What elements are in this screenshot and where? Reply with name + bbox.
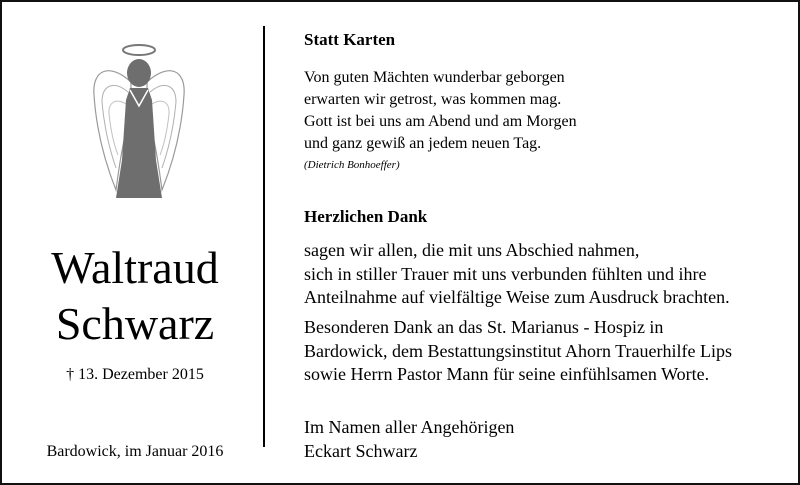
heading-herzlichen-dank: Herzlichen Dank	[304, 207, 428, 226]
paragraph-line: Anteilnahme auf vielfältige Weise zum Ausdruck brachten.	[304, 287, 730, 307]
heading-statt-karten: Statt Karten	[304, 30, 396, 49]
poem-line: Von guten Mächten wunderbar geborgen	[304, 69, 565, 86]
paragraph-line: Besonderen Dank an das St. Marianus - Hospiz in	[304, 317, 664, 337]
poem-author: (Dietrich Bonhoeffer)	[304, 159, 400, 171]
poem-line: und ganz gewiß an jedem neuen Tag.	[304, 135, 542, 152]
paragraph-line: sowie Herrn Pastor Mann für seine einfühlsamen Worte.	[304, 364, 710, 384]
place-and-date: Bardowick, im Januar 2016	[46, 443, 224, 460]
paragraph-line: sich in stiller Trauer mit uns verbunden fühlten und ihre	[304, 263, 707, 284]
paragraph-line: Bardowick, dem Bestattungsinstitut Ahorn Trauerhilfe Lips	[304, 340, 732, 361]
vertical-divider	[263, 26, 265, 447]
signature	[304, 416, 514, 463]
death-date: † 13. Dezember 2015	[66, 366, 204, 383]
paragraph-line: sagen wir allen, die mit uns Abschied nahmen,	[304, 240, 640, 260]
left-panel	[2, 2, 264, 483]
signature-line: Im Namen aller Angehörigen	[304, 417, 515, 437]
angel-icon	[84, 40, 194, 205]
poem	[304, 67, 577, 155]
thanks-paragraph-1	[304, 239, 730, 310]
poem-line: Gott ist bei uns am Abend und am Morgen	[304, 113, 577, 130]
deceased-first-name: Waltraud	[51, 242, 219, 293]
deceased-last-name: Schwarz	[55, 298, 215, 349]
signature-line: Eckart Schwarz	[304, 440, 418, 461]
thanks-paragraph-2	[304, 316, 732, 387]
poem-line: erwarten wir getrost, was kommen mag.	[304, 91, 562, 108]
